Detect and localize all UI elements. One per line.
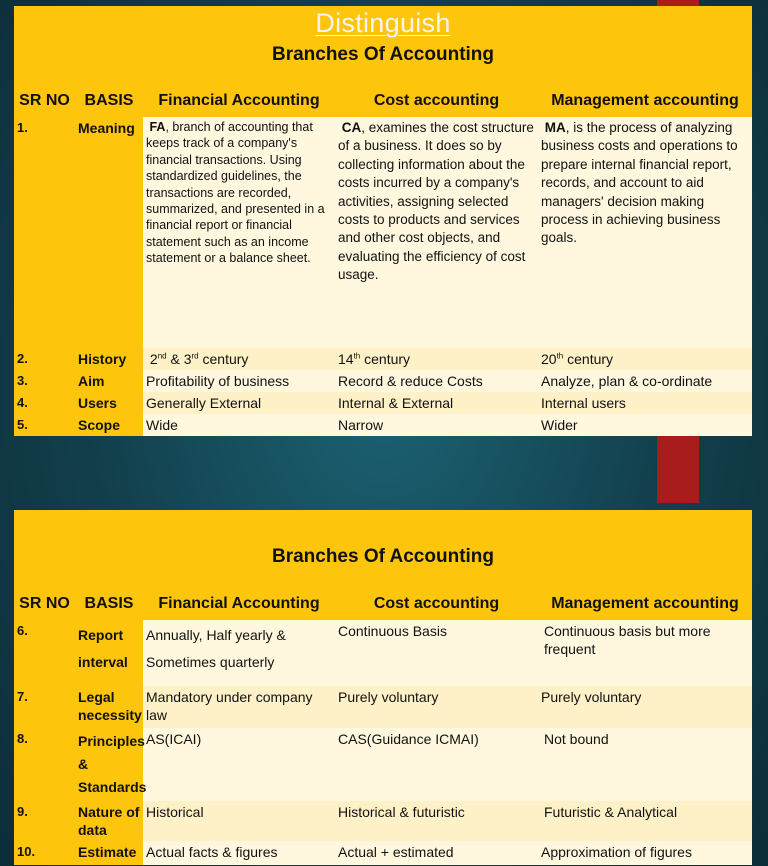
header-management-accounting: Management accounting [551,91,739,109]
fa-abbr: FA [149,120,166,134]
table-row [14,392,752,414]
history-ma-cell [538,348,752,370]
history-ma-sup: th [556,351,564,361]
table-row [14,117,752,348]
row-basis: Users [75,392,143,414]
meaning-fa-cell [143,117,335,348]
history-ma-num: 20 [541,351,557,367]
ma-meaning-text: , is the process of analyzing business costs and operations to prepare internal financial report, records, and account to aid managers' decision making process in achieving business goals. [541,120,738,246]
meaning-ma-cell [538,117,752,348]
row-sr: 5. [14,414,75,436]
row-basis: Aim [75,370,143,392]
row-fa: Annually, Half yearly & Sometimes quarterly [143,620,335,686]
table-row [14,620,752,686]
header-sr-no: SR NO [19,595,70,612]
ca-meaning-text: , examines the cost structure of a business. It does so by collecting information about the costs incurred by a company's activities, assigning selected costs to products and services and other cost objects, and evaluating the efficiency of cost usage. [338,120,534,283]
history-ca-sup: th [353,351,361,361]
history-fa-end: century [198,351,249,367]
row-ca: Continuous Basis [335,620,538,686]
row-sr: 6. [14,620,75,686]
history-fa-2: 2 [149,351,158,367]
row-sr: 7. [14,686,75,728]
header-financial-accounting: Financial Accounting [158,595,320,612]
row-fa: Actual facts & figures [143,841,335,865]
history-ca-end: century [360,351,411,367]
accent-bar-middle [657,433,699,503]
row-basis: Legal necessity [75,686,143,728]
row-ma: Analyze, plan & co-ordinate [538,370,752,392]
header-cost-accounting: Cost accounting [373,595,500,612]
header-basis: BASIS [84,91,134,109]
history-fa-cell [143,348,335,370]
table-row [14,348,752,370]
row-sr: 8. [14,728,75,801]
row-fa: AS(ICAI) [143,728,335,801]
row-basis: Scope [75,414,143,436]
row-basis: Meaning [75,117,143,348]
slide-2-panel [14,510,752,861]
row-basis: Nature of data [75,801,143,841]
row-sr: 1. [14,117,75,348]
history-fa-sup-1: nd [157,351,167,361]
row-sr: 4. [14,392,75,414]
row-fa: Mandatory under company law [143,686,335,728]
distinguish-link[interactable]: Distinguish [315,8,451,38]
header-basis: BASIS [84,595,134,612]
table-row [14,686,752,728]
slide-1-panel [14,6,752,433]
row-ca: Narrow [335,414,538,436]
row-fa: Historical [143,801,335,841]
history-fa-3: & 3 [166,351,192,367]
ca-abbr: CA [341,120,362,135]
header-cost-accounting: Cost accounting [373,91,500,109]
row-ma: Wider [538,414,752,436]
row-ca: Historical & futuristic [335,801,538,841]
row-ma: Purely voluntary [538,686,752,728]
row-sr: 9. [14,801,75,841]
history-ma-end: century [563,351,614,367]
slide-2-title: Branches Of Accounting [271,546,495,567]
table-row [14,370,752,392]
table-header-row [14,588,752,620]
table-row [14,728,752,801]
row-ca: Record & reduce Costs [335,370,538,392]
meaning-ca-cell [335,117,538,348]
table-row [14,841,752,865]
history-ca-num: 14 [338,351,354,367]
row-ca: Actual + estimated [335,841,538,865]
row-ca: CAS(Guidance ICMAI) [335,728,538,801]
slide-1-title: Branches Of Accounting [271,44,495,65]
row-basis: Report interval [75,620,143,686]
comparison-table-1 [14,84,752,436]
row-fa: Wide [143,414,335,436]
row-fa: Profitability of business [143,370,335,392]
row-ma: Futuristic & Analytical [538,801,752,841]
row-sr: 2. [14,348,75,370]
table-header-row [14,84,752,117]
header-financial-accounting: Financial Accounting [158,91,320,109]
header-management-accounting: Management accounting [551,595,739,612]
row-ca: Internal & External [335,392,538,414]
row-basis: Principles & Standards [75,728,143,801]
row-ca: Purely voluntary [335,686,538,728]
header-sr-no: SR NO [19,91,70,109]
row-basis: Estimate [75,841,143,865]
row-sr: 10. [14,841,75,865]
row-basis: History [75,348,143,370]
table-row [14,801,752,841]
history-fa-sup-2: rd [191,351,199,361]
comparison-table-2 [14,588,752,865]
row-ma: Not bound [538,728,752,801]
row-ma: Internal users [538,392,752,414]
history-ca-cell [335,348,538,370]
fa-meaning-text: , branch of accounting that keeps track of a company's financial transactions. Using standardized guidelines, the transactions are recorded, summarized, and presented in a financial report or financial statement such as an income statement or a balance sheet. [146,120,325,266]
table-row [14,414,752,436]
row-ma: Approximation of figures [538,841,752,865]
row-sr: 3. [14,370,75,392]
row-fa: Generally External [143,392,335,414]
row-ma: Continuous basis but more frequent [538,620,752,686]
ma-abbr: MA [544,120,566,135]
